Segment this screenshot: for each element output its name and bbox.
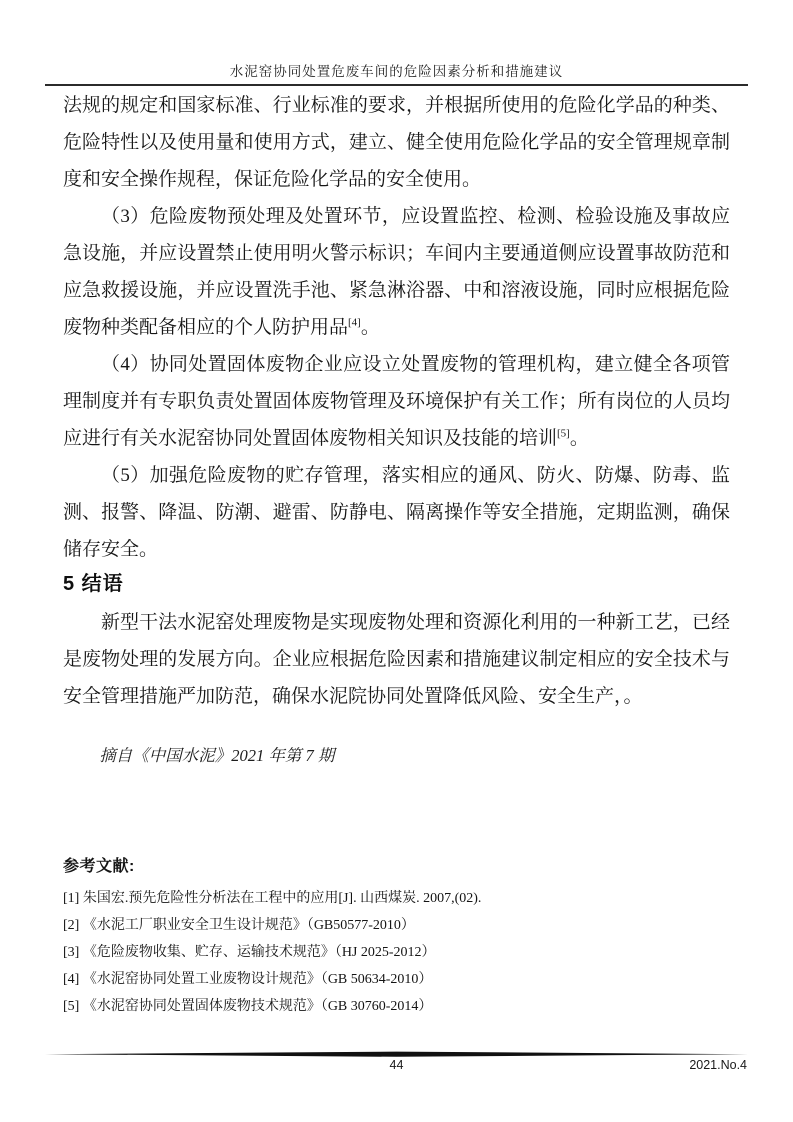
paragraph-regulations-continued: 法规的规定和国家标准、行业标准的要求，并根据所使用的危险化学品的种类、危险特性以及使用量和使用方式，建立、健全使用危险化学品的安全管理规章制度和安全操作规程，保证危险化学品的安全使用。 — [63, 95, 730, 190]
section-heading-conclusion: 5 结语 — [63, 573, 124, 595]
reference-item-5: [5] 《水泥窑协同处置固体废物技术规范》（GB 30760-2014） — [63, 999, 433, 1014]
paragraph-item-4-text: （4）协同处置固体废物企业应设立处置废物的管理机构，建立健全各项管理制度并有专职负责处置固体废物管理及环境保护有关工作；所有岗位的人员均应进行有关水泥窑协同处置固体废物相关知识及技能的培训 — [63, 354, 730, 449]
header-rule — [45, 84, 748, 86]
reference-item-1: [1] 朱国宏.预先危险性分析法在工程中的应用[J]. 山西煤炭. 2007,(02). — [63, 891, 482, 906]
references-heading: 参考文献: — [63, 858, 135, 875]
paragraph-item-4-tail: 。 — [569, 428, 589, 449]
citation-superscript-5: [5] — [557, 427, 570, 440]
issue-label: 2021.No.4 — [689, 1058, 747, 1072]
reference-item-4: [4] 《水泥窑协同处置工业废物设计规范》（GB 50634-2010） — [63, 972, 433, 987]
paragraph-item-4 — [63, 346, 730, 457]
paragraph-item-3-text: （3）危险废物预处理及处置环节，应设置监控、检测、检验设施及事故应急设施，并应设置禁止使用明火警示标识；车间内主要通道侧应设置事故防范和应急救援设施，并应设置洗手池、紧急淋浴器、中和溶液设施，同时应根据危险废物种类配备相应的个人防护用品 — [63, 206, 730, 338]
paragraph-item-3-tail: 。 — [360, 317, 380, 338]
source-attribution: 摘自《中国水泥》2021 年第 7 期 — [99, 746, 335, 765]
paragraph-item-5: （5）加强危险废物的贮存管理，落实相应的通风、防火、防爆、防毒、监测、报警、降温、防潮、避雷、防静电、隔离操作等安全措施，定期监测，确保储存安全。 — [63, 465, 730, 560]
article-body — [63, 87, 730, 771]
citation-superscript-4: [4] — [348, 316, 361, 329]
reference-item-2: [2] 《水泥工厂职业安全卫生设计规范》（GB50577-2010） — [63, 918, 415, 933]
references-list — [63, 885, 730, 1020]
paragraph-item-3 — [63, 198, 730, 346]
running-head-title: 水泥窑协同处置危废车间的危险因素分析和措施建议 — [229, 64, 564, 79]
paragraph-conclusion: 新型干法水泥窑处理废物是实现废物处理和资源化利用的一种新工艺，已经是废物处理的发展方向。企业应根据危险因素和措施建议制定相应的安全技术与安全管理措施严加防范，确保水泥院协同处置降低风险、安全生产，。 — [63, 612, 730, 707]
reference-item-3: [3] 《危险废物收集、贮存、运输技术规范》（HJ 2025-2012） — [63, 945, 436, 960]
footer-rule — [45, 1051, 748, 1058]
references-section — [63, 856, 730, 1020]
page-number: 44 — [389, 1058, 404, 1072]
